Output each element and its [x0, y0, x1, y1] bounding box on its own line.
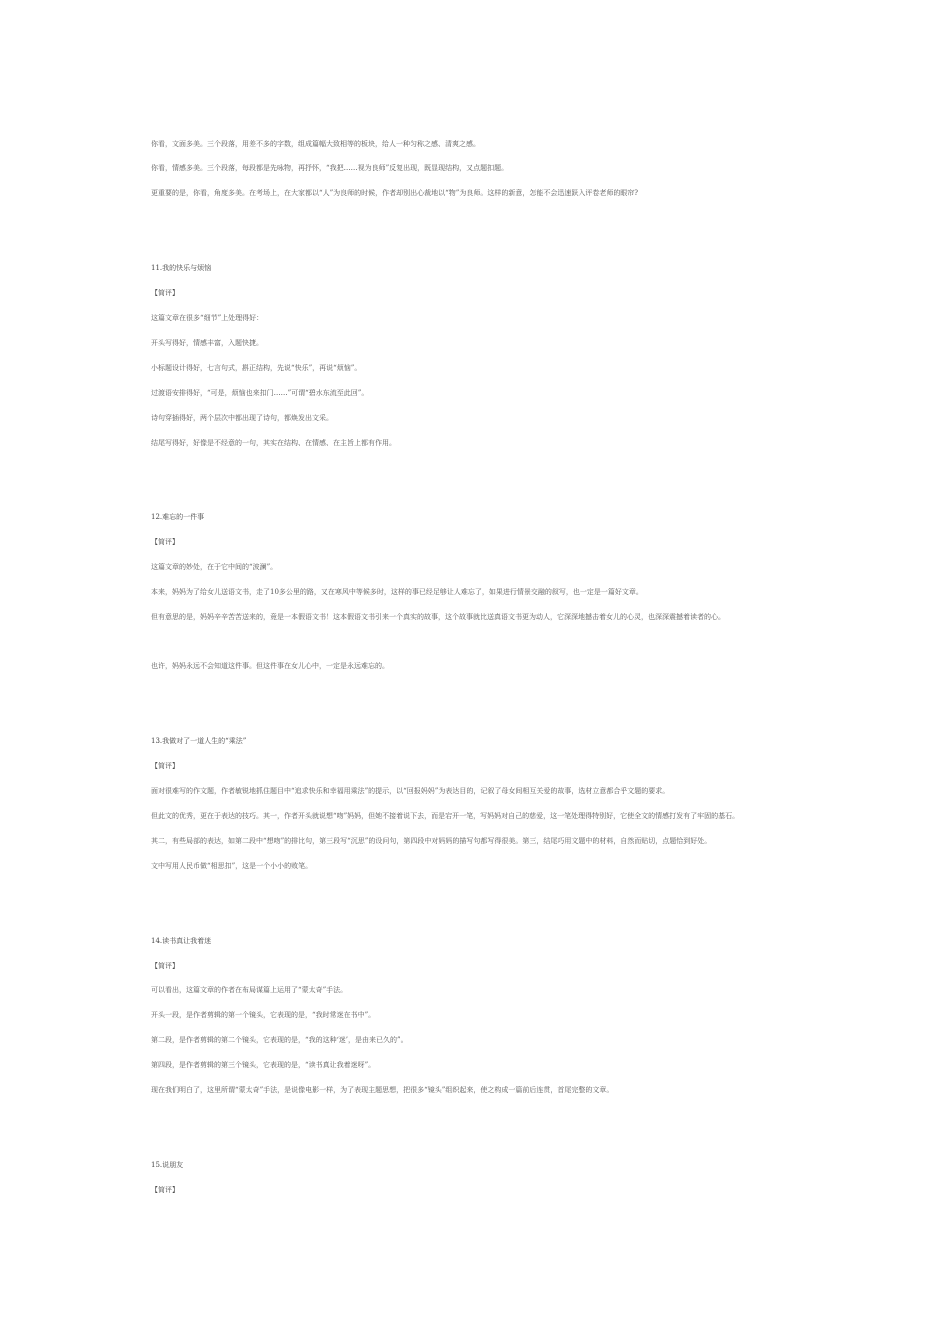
section-11-line-3: 小标题设计得好，七言句式，斟正结构，先说“快乐”，再说“烦恼”。	[151, 364, 362, 372]
section-11-review-tag: 【简评】	[151, 289, 179, 297]
intro-paragraph-3: 更重要的是，你看，角度多美。在考场上，在大家都以“人”为良师的时候，作者却别出心裁地以“物”为良师。这样的新意，怎能不会迅速跃入评卷老师的眼帘?	[151, 189, 639, 197]
section-13-line-1: 面对很难写的作文题，作者敏锐地抓住题目中“追求快乐和幸福用乘法”的提示，以“回报妈妈”为表达目的，记叙了母女间相互关爱的故事，选材立意都合乎文题的要求。	[151, 787, 670, 795]
section-14-review-tag: 【简评】	[151, 962, 179, 970]
section-14-line-4: 第四段，是作者剪辑的第三个镜头，它表现的是，“读书真让我着迷呀”。	[151, 1061, 376, 1069]
section-14-line-3: 第二段，是作者剪辑的第二个镜头，它表现的是，“我的这种‘迷’，是由来已久的”。	[151, 1036, 408, 1044]
section-11-line-5: 诗句穿插得好，两个层次中都出现了诗句，都焕发出文采。	[151, 414, 333, 422]
section-13-review-tag: 【简评】	[151, 762, 179, 770]
section-12-line-4: 也许，妈妈永远不会知道这件事。但这件事在女儿心中，一定是永远难忘的。	[151, 662, 389, 670]
section-13-line-3: 其二，有些局部的表达，如第二段中“想吻”的排比句，第三段写“沉思”的设问句，第四段中对妈妈的描写句都写得很美。第三，结尾巧用文题中的材料，自然而贴切，点题恰到好处。	[151, 837, 712, 845]
section-15-review-tag: 【简评】	[151, 1186, 179, 1194]
section-13-title: 13.我做对了一道人生的“乘法”	[151, 737, 247, 745]
section-11-title: 11.我的快乐与烦恼	[151, 264, 212, 272]
section-11-line-1: 这篇文章在很多“细节”上处理得好：	[151, 314, 264, 322]
section-11-line-4: 过渡语安排得好，“可是，烦恼也来扣门……”可谓“碧水东流至此回”。	[151, 389, 369, 397]
section-12-line-3: 但有意思的是，妈妈辛辛苦苦送来的，竟是一本假语文书！这本假语文书引来一个真实的故事，这个故事就比送真语文书更为动人，它深深地撼击着女儿的心灵，也深深震撼着读者的心。	[151, 613, 725, 621]
section-13-line-4: 文中写用人民币做“相思扣”，这是一个小小的败笔。	[151, 862, 313, 870]
section-14-line-5: 现在我们明白了，这里所谓“蒙太奇”手法，是说像电影一样，为了表现主题思想，把很多“镜头”组织起来，使之构成一篇前后连贯，首尾完整的文章。	[151, 1086, 614, 1094]
section-14-title: 14.读书真让我着迷	[151, 937, 212, 945]
section-14-line-2: 开头一段，是作者剪辑的第一个镜头，它表现的是，“我时常迷在书中”。	[151, 1011, 376, 1019]
section-14-line-1: 可以看出，这篇文章的作者在布局谋篇上运用了“蒙太奇”手法。	[151, 986, 348, 994]
section-11-line-2: 开头写得好，情感丰富，入题快捷。	[151, 339, 263, 347]
section-12-review-tag: 【简评】	[151, 538, 179, 546]
section-11-line-6: 结尾写得好，好像是不经意的一句，其实在结构、在情感、在主旨上都有作用。	[151, 439, 396, 447]
section-12-line-1: 这篇文章的妙处，在于它中间的“波澜”。	[151, 563, 278, 571]
section-12-title: 12.难忘的一件事	[151, 513, 205, 521]
intro-paragraph-2: 你看，情感多美。三个段落，每段都是先咏物，再抒怀，“我把……视为良师”反复出现，既显现结构，又点题扣题。	[151, 164, 509, 172]
intro-paragraph-1: 你看，文面多美。三个段落，用差不多的字数，组成篇幅大致相等的板块，给人一种匀称之感、清爽之感。	[151, 140, 480, 148]
section-13-line-2: 但此文的优秀，更在于表达的技巧。其一，作者开头就说想“吻”妈妈，但她不接着说下去，而是宕开一笔，写妈妈对自己的慈爱，这一笔处理得特别好，它使全文的情感打发有了牢固的基石。	[151, 812, 740, 820]
section-12-line-2: 本来，妈妈为了给女儿送语文书，走了10多公里的路，又在寒风中等候多时，这样的事已经足够让人难忘了，如果进行情景交融的叙写，也一定是一篇好文章。	[151, 588, 643, 596]
section-15-title: 15.说朋友	[151, 1161, 184, 1169]
